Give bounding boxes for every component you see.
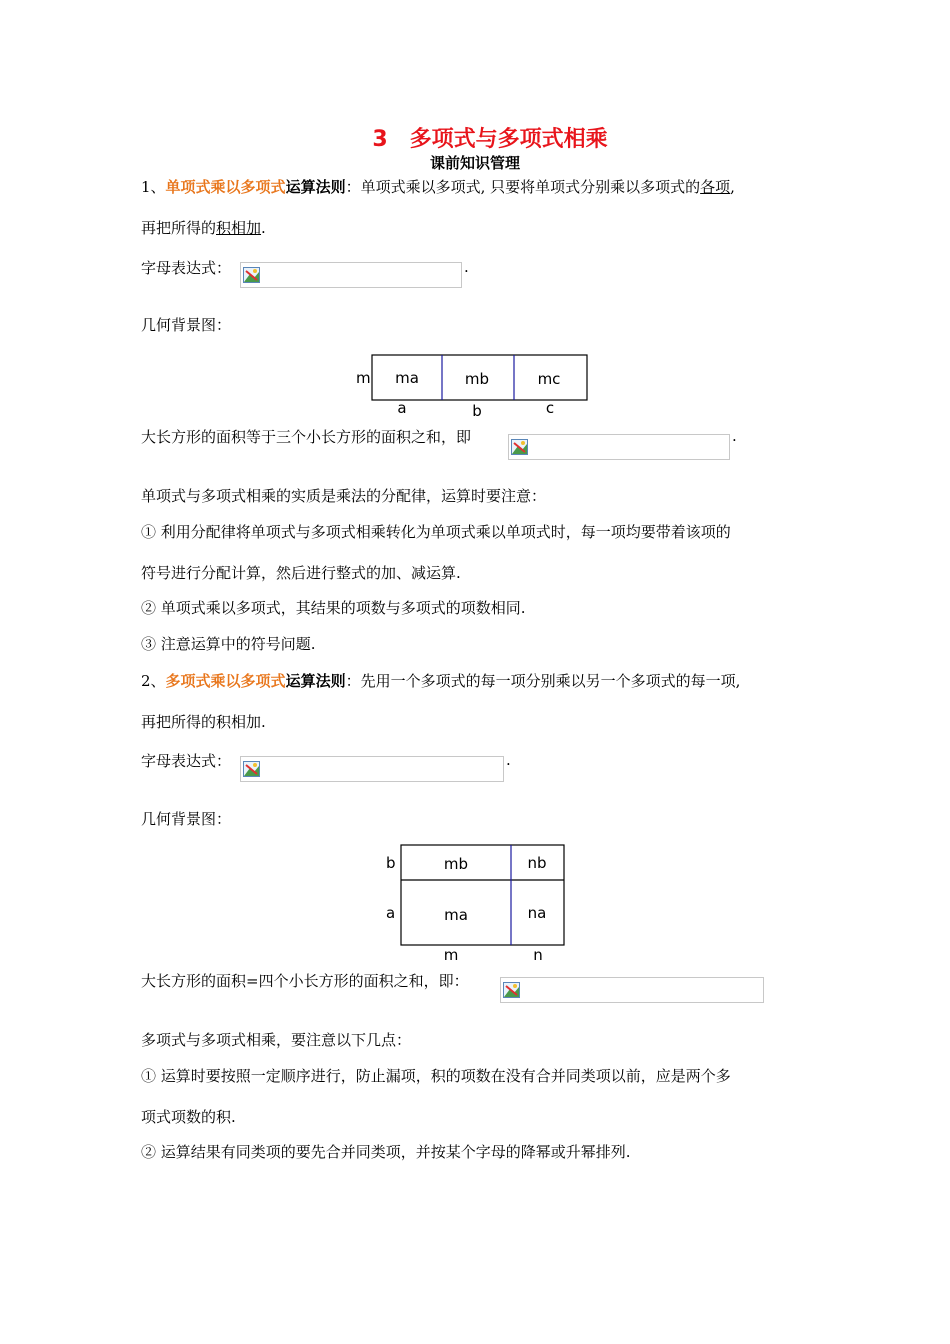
diagram2-cell-mb: mb xyxy=(443,855,469,873)
section1-colon: ： xyxy=(345,178,361,196)
section1-geometry-label: 几何背景图： xyxy=(141,316,232,334)
section1-rule-line2 xyxy=(141,218,266,238)
diagram1-cell-ma: ma xyxy=(395,369,419,387)
section1-essence: 单项式与多项式相乘的实质是乘法的分配律，运算时要注意： xyxy=(141,487,547,505)
section1-formula-dot: . xyxy=(464,258,469,276)
diagram2-bottom-m: m xyxy=(443,946,459,964)
section1-note2: ② 单项式乘以多项式，其结果的项数与多项式的项数相同. xyxy=(141,599,526,617)
section2-formula-image xyxy=(240,756,504,782)
section1-rule-name: 单项式乘以多项式 xyxy=(165,178,286,196)
section1-area-dot: . xyxy=(732,427,737,445)
diagram2-cell-na: na xyxy=(527,904,547,922)
section2-index: 2、 xyxy=(141,672,166,690)
section1-index: 1、 xyxy=(141,178,166,196)
broken-image-icon xyxy=(243,267,260,283)
diagram1-cell-mb: mb xyxy=(464,370,490,388)
section2-colon: ： xyxy=(345,672,361,690)
diagram2-cell-ma: ma xyxy=(444,906,468,924)
diagram-poly-times-poly xyxy=(380,840,580,969)
section1-note1-line1: ① 利用分配律将单项式与多项式相乘转化为单项式乘以单项式时，每一项均要带着该项的 xyxy=(141,523,731,541)
section2-note1-line2: 项式项数的积. xyxy=(141,1108,236,1126)
diagram1-bottom-a: a xyxy=(397,399,407,417)
section1-text-a: 单项式乘以多项式, 只要将单项式分别乘以多项式的 xyxy=(360,178,701,196)
section2-geometry-label: 几何背景图： xyxy=(141,810,232,828)
page-title xyxy=(0,122,950,153)
diagram1-side-label: m xyxy=(356,369,371,387)
title-number: 3 xyxy=(372,127,388,152)
title-text: 多项式与多项式相乘 xyxy=(409,127,608,152)
section1-note3: ③ 注意运算中的符号问题. xyxy=(141,635,316,653)
diagram2-cell-nb: nb xyxy=(527,854,547,872)
broken-image-icon xyxy=(243,761,260,777)
diagram2-bottom-n: n xyxy=(533,946,543,964)
section2-rule-name: 多项式乘以多项式 xyxy=(165,672,286,690)
diagram1-cell-mc: mc xyxy=(537,370,561,388)
section1-formula-label: 字母表达式： xyxy=(141,259,232,277)
diagram1-bottom-c: c xyxy=(545,399,555,417)
section2-intro: 多项式与多项式相乘，要注意以下几点： xyxy=(141,1031,412,1049)
section1-area-formula-image xyxy=(508,434,730,460)
section1-rule-line xyxy=(141,177,735,197)
diagram-single-times-poly xyxy=(350,350,600,429)
section1-rule-suffix: 运算法则 xyxy=(285,178,346,196)
section2-rule-line2: 再把所得的积相加. xyxy=(141,713,266,731)
diagram2-side-a: a xyxy=(386,904,396,922)
broken-image-icon xyxy=(503,982,520,998)
section2-area-formula-image xyxy=(500,977,764,1003)
section1-text-b: 再把所得的 xyxy=(141,219,217,237)
section1-period: . xyxy=(261,219,266,237)
section2-formula-dot: . xyxy=(506,751,511,769)
section1-note1-line2: 符号进行分配计算，然后进行整式的加、减运算. xyxy=(141,564,461,582)
diagram2-side-b: b xyxy=(386,854,396,872)
section1-area-sentence: 大长方形的面积等于三个小长方形的面积之和，即 xyxy=(141,428,472,446)
section1-formula-image xyxy=(240,262,462,288)
section2-formula-label: 字母表达式： xyxy=(141,752,232,770)
subtitle: 课前知识管理 xyxy=(429,154,520,172)
broken-image-icon xyxy=(511,439,528,455)
diagram1-bottom-b: b xyxy=(472,402,482,420)
section1-underline-a: 各项 xyxy=(700,178,731,196)
section2-note1-line1: ① 运算时要按照一定顺序进行，防止漏项，积的项数在没有合并同类项以前，应是两个多 xyxy=(141,1067,731,1085)
section1-underline-b: 积相加 xyxy=(216,219,262,237)
section2-text-a: 先用一个多项式的每一项分别乘以另一个多项式的每一项, xyxy=(360,672,741,690)
section2-area-sentence: 大长方形的面积=四个小长方形的面积之和，即： xyxy=(141,972,469,990)
section2-rule-line xyxy=(141,671,740,691)
section2-note2: ② 运算结果有同类项的要先合并同类项，并按某个字母的降幂或升幂排列. xyxy=(141,1143,631,1161)
section2-rule-suffix: 运算法则 xyxy=(285,672,346,690)
section1-comma: , xyxy=(730,178,735,196)
